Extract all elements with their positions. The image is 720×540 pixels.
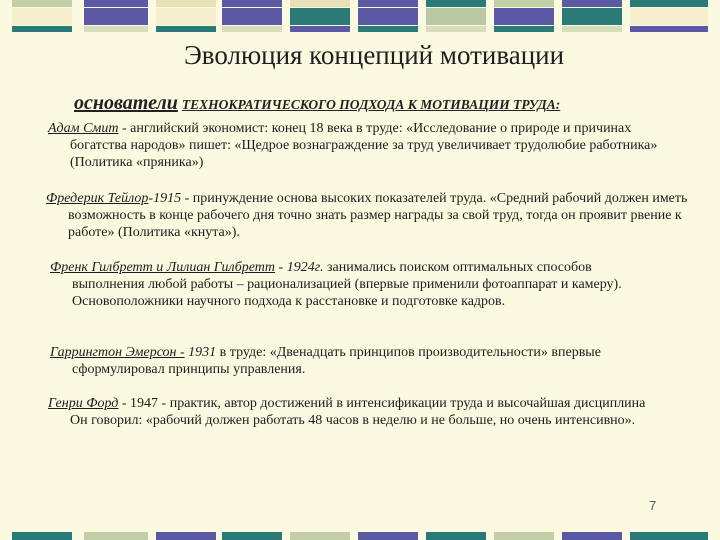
entry-name: Гаррингтон Эмерсон - [50, 345, 185, 360]
entry-name: Адам Смит [48, 121, 119, 136]
subtitle-lead: основатели [74, 92, 178, 114]
decorative-top-band [0, 0, 720, 36]
entry-text: занимались поиском оптимальных способов выполнения любой работы – рационализацией (впервые применили фотоаппарат и камеру). Основоположники научного подхода к расстановке и подготовке кадров. [72, 260, 622, 309]
page-number: 7 [649, 498, 657, 513]
decorative-bottom-band [0, 532, 720, 540]
entry-henry-ford [48, 395, 660, 429]
entry-text: - 1947 - практик, автор достижений в интенсификации труда и высочайшая дисциплина Он говорил: «рабочий должен работать 48 часов в неделю и не больше, но очень интенсивно». [70, 396, 646, 428]
entry-name: Френк Гилбретт и Лилиан Гилбретт [50, 260, 276, 275]
section-subtitle [74, 92, 560, 115]
entry-name: Фредерик Тейлор [46, 191, 149, 206]
entry-text: в труде: «Двенадцать принципов производительности» впервые сформулировал принципы управления. [72, 345, 601, 377]
entry-year: - 1924г. [275, 260, 324, 275]
entry-adam-smith [48, 120, 676, 171]
entry-year: -1915 [148, 191, 182, 206]
entry-year: 1931 [184, 345, 217, 360]
entry-name: Генри Форд [48, 396, 119, 411]
entry-text: - английский экономист: конец 18 века в труде: «Исследование о природе и причинах богатства народов» пишет: «Щедрое вознаграждение за труд увеличивает трудолюбие работника» (Политика «пряника») [70, 121, 658, 170]
subtitle-rest: ТЕХНОКРАТИЧЕСКОГО ПОДХОДА К МОТИВАЦИИ ТРУДА: [181, 97, 561, 112]
entry-emerson [50, 344, 684, 378]
entry-text: - принуждение основа высоких показателей труда. «Средний рабочий должен иметь возможность в конце рабочего дня точно знать размер награды за свой труд, тогда он проявит рвение к работе» (Политика «кнута»). [68, 191, 688, 240]
slide-title: Эволюция концепций мотивации [183, 40, 565, 70]
entry-gilbreth [50, 259, 662, 310]
entry-frederick-taylor [46, 190, 708, 241]
